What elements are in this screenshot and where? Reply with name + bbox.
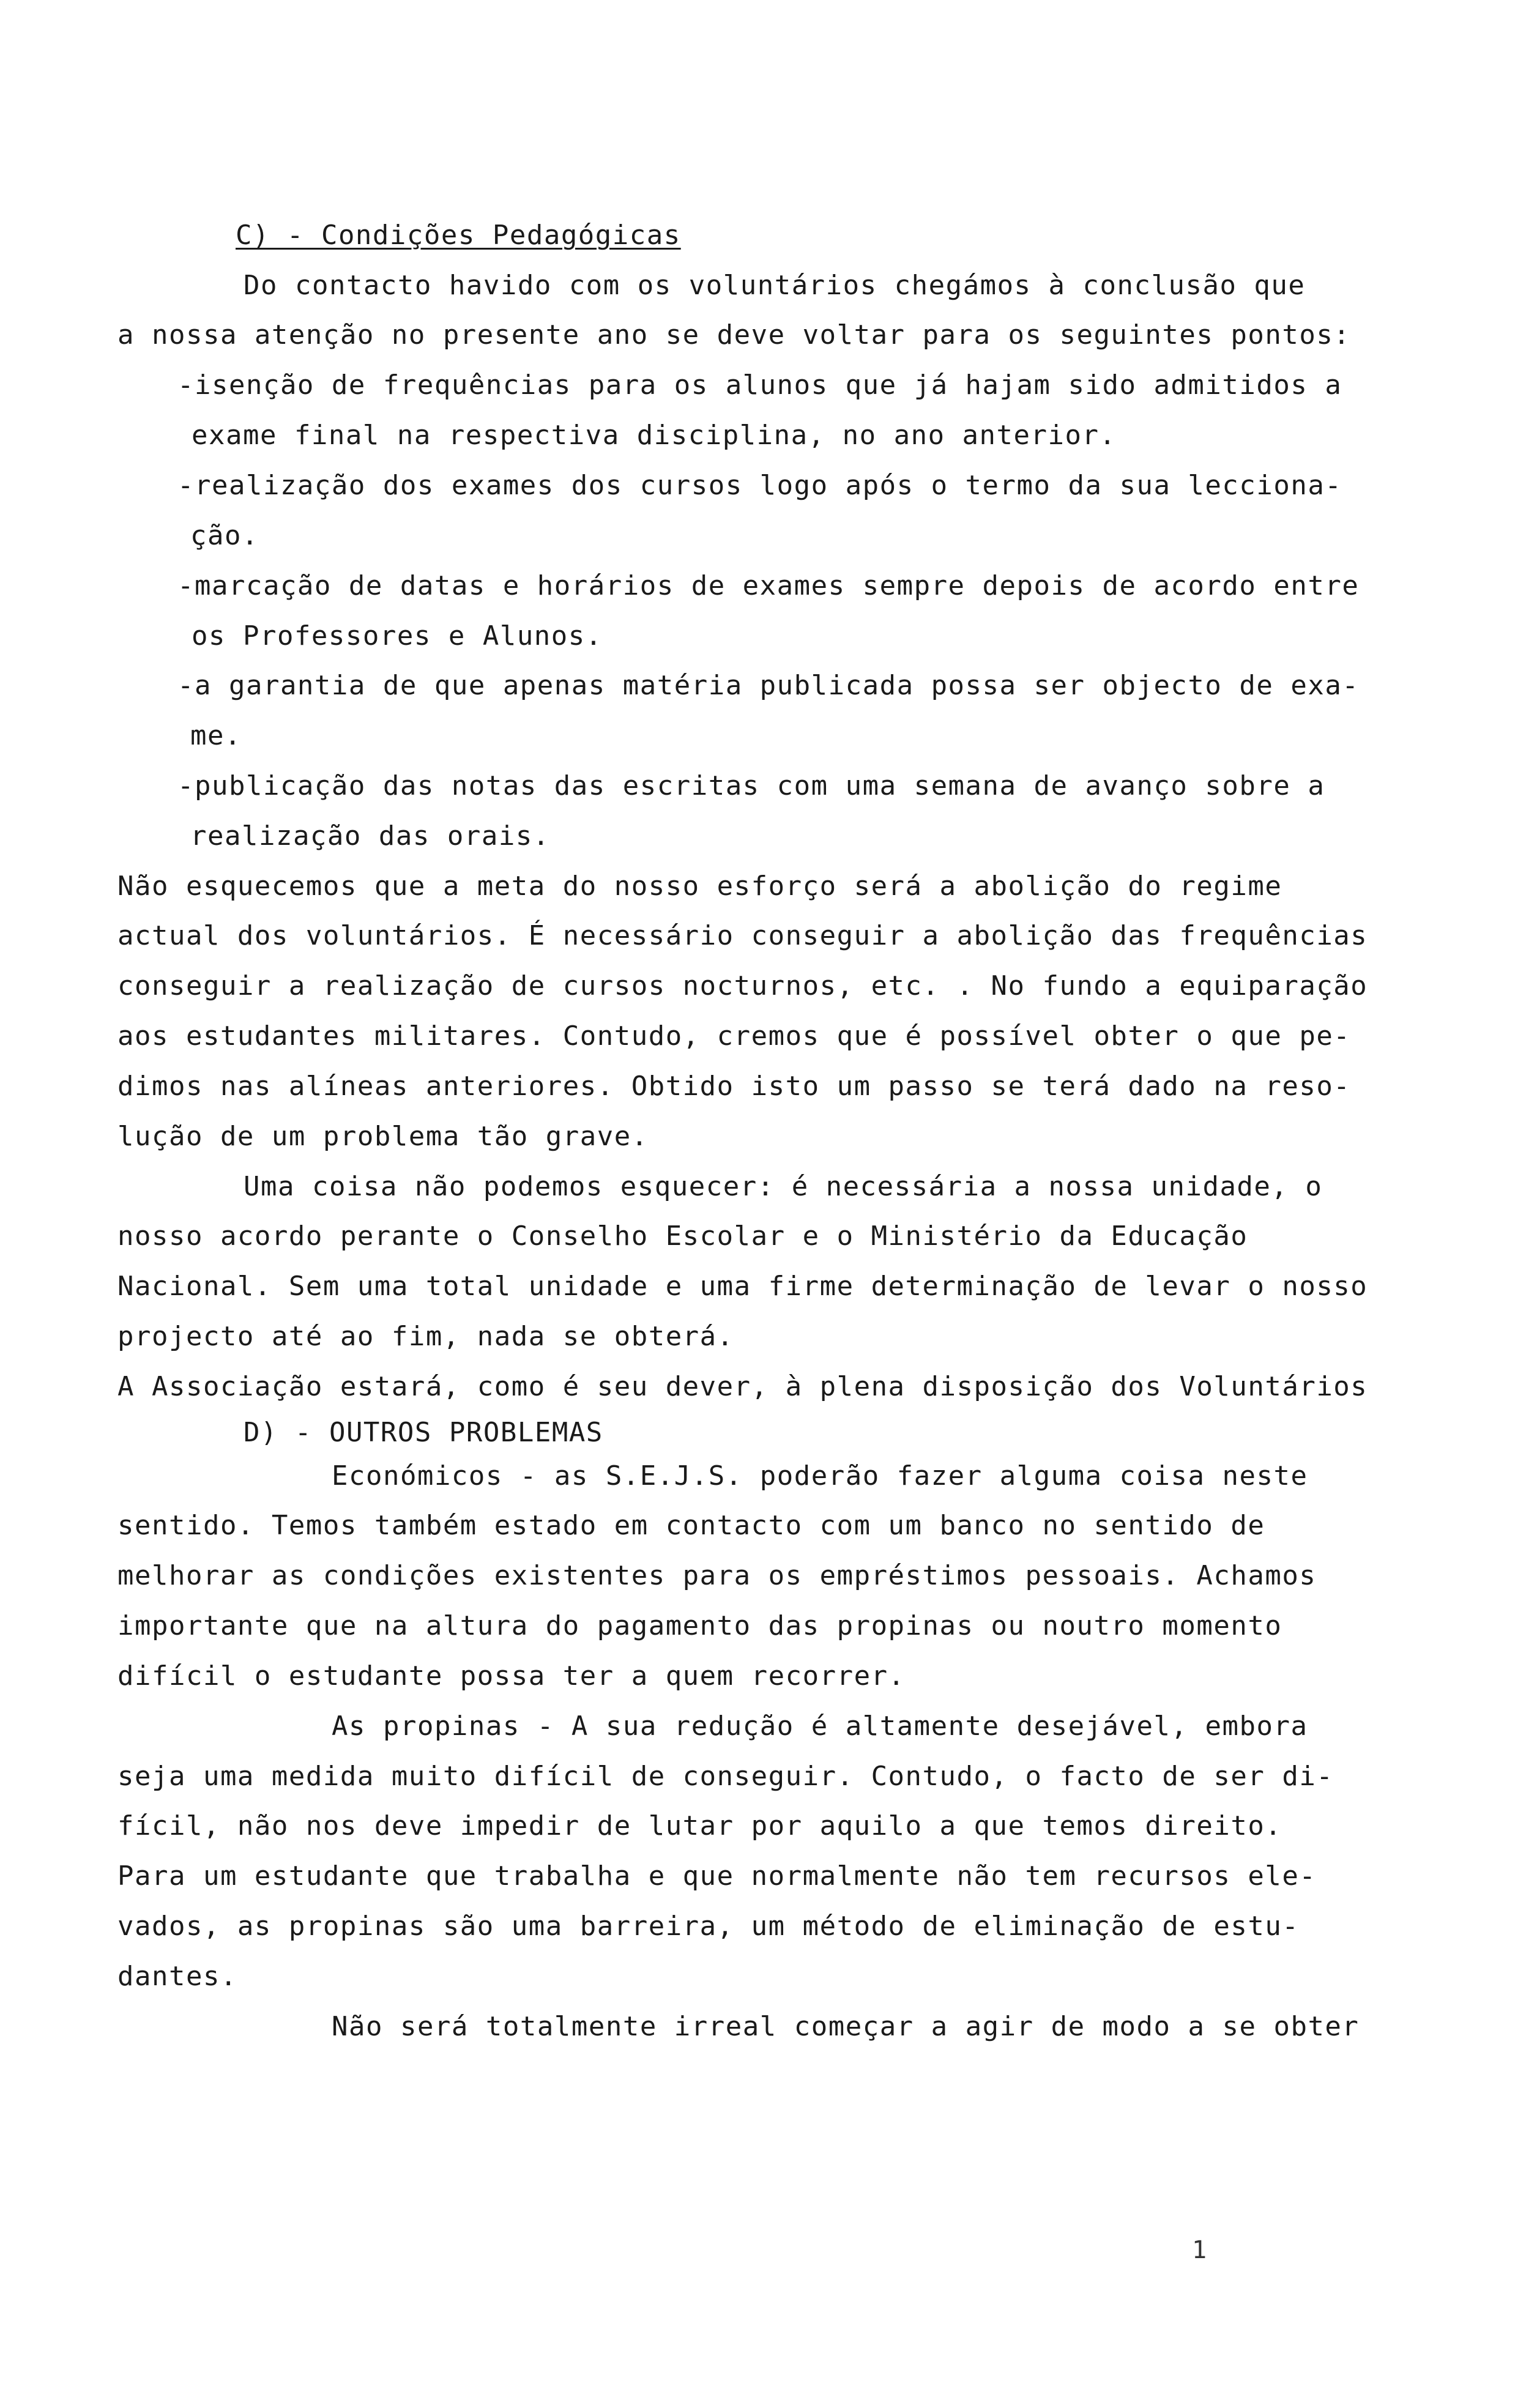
text-line: Económicos - as S.E.J.S. poderão fazer alguma coisa neste [332, 1460, 1308, 1492]
text-line: -publicação das notas das escritas com uma semana de avanço sobre a [177, 770, 1325, 801]
text-line: -marcação de datas e horários de exames sempre depois de acordo entre [177, 570, 1360, 601]
text-line: -realização dos exames dos cursos logo após o termo da sua lecciona- [177, 470, 1342, 501]
subsection-heading: D) - OUTROS PROBLEMAS [244, 1417, 603, 1448]
text-line: sentido. Temos também estado em contacto com um banco no sentido de [117, 1510, 1265, 1541]
text-line: seja uma medida muito difícil de conseguir. Contudo, o facto de ser di- [117, 1761, 1334, 1792]
text-line: dimos nas alíneas anteriores. Obtido isto um passo se terá dado na reso- [117, 1071, 1351, 1102]
text-line: me. [190, 720, 242, 751]
text-line: projecto até ao fim, nada se obterá. [117, 1321, 734, 1352]
page-number: 1 [1192, 2236, 1207, 2264]
text-line: exame final na respectiva disciplina, no ano anterior. [192, 420, 1117, 451]
text-line: Do contacto havido com os voluntários chegámos à conclusão que [244, 270, 1306, 301]
text-line: ção. [190, 520, 259, 551]
text-line: vados, as propinas são uma barreira, um método de eliminação de estu- [117, 1911, 1300, 1942]
text-line: lução de um problema tão grave. [117, 1121, 649, 1152]
text-line: Não será totalmente irreal começar a agir de modo a se obter [332, 2011, 1360, 2042]
text-line: melhorar as condições existentes para os empréstimos pessoais. Achamos [117, 1560, 1317, 1591]
text-line: a nossa atenção no presente ano se deve voltar para os seguintes pontos: [117, 319, 1351, 351]
text-line: importante que na altura do pagamento das propinas ou noutro momento [117, 1610, 1282, 1641]
text-line: difícil o estudante possa ter a quem recorrer. [117, 1660, 906, 1692]
text-line: Não esquecemos que a meta do nosso esforço será a abolição do regime [117, 871, 1282, 902]
text-line: Uma coisa não podemos esquecer: é necessária a nossa unidade, o [244, 1171, 1323, 1202]
text-line: nosso acordo perante o Conselho Escolar e o Ministério da Educação [117, 1221, 1248, 1252]
text-line: aos estudantes militares. Contudo, cremos que é possível obter o que pe- [117, 1020, 1351, 1052]
text-line: actual dos voluntários. É necessário conseguir a abolição das frequências [117, 920, 1368, 951]
text-line: conseguir a realização de cursos nocturnos, etc. . No fundo a equiparação [117, 970, 1368, 1001]
text-line: os Professores e Alunos. [192, 620, 603, 652]
text-line: dantes. [117, 1961, 237, 1992]
text-line: -a garantia de que apenas matéria publicada possa ser objecto de exa- [177, 670, 1360, 701]
text-line: -isenção de frequências para os alunos que já hajam sido admitidos a [177, 370, 1342, 401]
text-line: A Associação estará, como é seu dever, à plena disposição dos Voluntários [117, 1371, 1368, 1402]
section-heading: C) - Condições Pedagógicas [236, 220, 681, 251]
text-line: fícil, não nos deve impedir de lutar por aquilo a que temos direito. [117, 1810, 1282, 1841]
text-line: Nacional. Sem uma total unidade e uma firme determinação de levar o nosso [117, 1271, 1368, 1302]
text-line: As propinas - A sua redução é altamente desejável, embora [332, 1711, 1308, 1742]
text-line: realização das orais. [190, 820, 550, 852]
text-line: Para um estudante que trabalha e que normalmente não tem recursos ele- [117, 1860, 1317, 1892]
